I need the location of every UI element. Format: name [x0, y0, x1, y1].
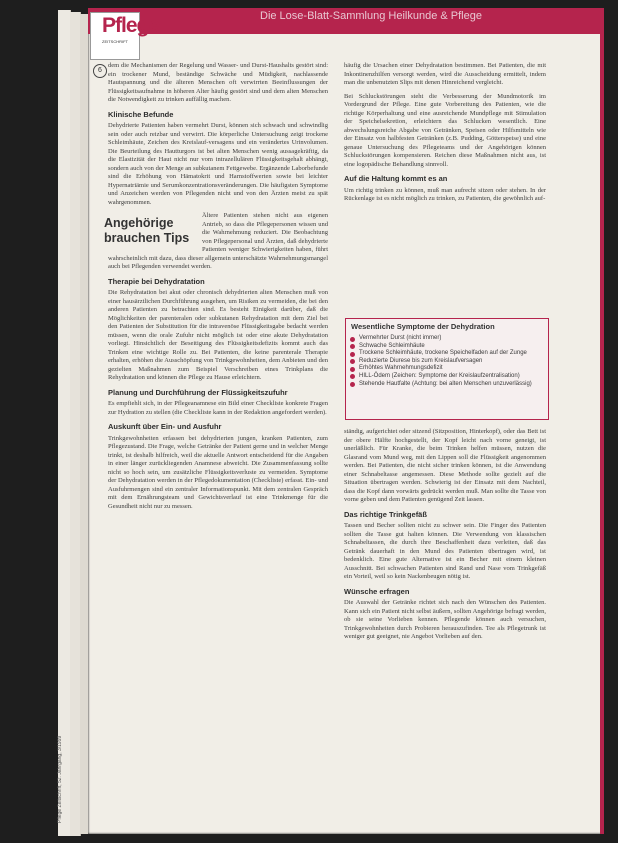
symptom-text: HILL-Ödem (Zeichen: Symptome der Kreislaufzentralisation)	[359, 372, 520, 379]
symptom-item	[350, 358, 544, 366]
paragraph: häufig die Ursachen einer Dehydratation bestimmen. Bei Patienten, die mit Inkontinenzhilfen versorgt werden, wird die Ausscheidung ermittelt, indem man die unbenutzten Slips mit denen Hinreichend vergleicht.	[344, 62, 546, 86]
section-heading: Auf die Haltung kommt es an	[344, 174, 448, 183]
bullet-icon	[350, 359, 355, 364]
paragraph: Bei Schluckstörungen steht die Verbesserung der Mundmotorik im Vordergrund der Pflege. Eine gute Vorbereitung des Patienten, wie die richtige Körperhaltung und eine ausreichende Mundpflege mit Stimulation der Speichelsekretion, erleichtern das Schlucken wesentlich. Eine abwechslungsreiche Abgabe von Getränken, Speisen oder Hilfsmitteln wie der Einsatz von halbfesten Getränken (z.B. Pudding, Götterspeise) und eine genaue Untersuchung des Pflegeteams und der Angehörigen können Schluckstörungen kompensieren. Reichen diese Maßnahmen nicht aus, ist eine logopädische Behandlung sinnvoll.	[344, 92, 546, 168]
bullet-icon	[350, 352, 355, 357]
symptom-box	[345, 318, 549, 420]
bullet-icon	[350, 382, 355, 387]
symptom-item	[350, 343, 544, 351]
vertical-citation	[57, 520, 70, 840]
symptom-text: Stehende Hautfalte (Achtung: bei alten Menschen unzuverlässig)	[359, 380, 532, 387]
section-heading: Wünsche erfragen	[344, 586, 410, 596]
symptom-item	[350, 373, 544, 381]
paragraph: Ältere Patienten stehen nicht aus eigenen Antrieb, so dass die Pflegepersonen wissen und die Wahrnehmung reduziert. Die Beobachtung von Pflegepersonal und Ärzten, daß dehydrierte Patienten weniger Schwierigkeiten haben, führt wahrscheinlich mit dazu, dass dieser allgemein unterschätzte Wahrnehmungsmangel auch bei Pflegenden verwendet werden.	[108, 212, 328, 270]
symptom-item	[350, 381, 544, 389]
paragraph: Es empfiehlt sich, in der Pflegeanamnese ein Bild einer Checkliste konkrete Fragen zur Hydration zu stellen (die Checkliste kann in der Redaktion angefordert werden).	[108, 400, 328, 416]
section-heading: Therapie bei Dehydratation	[108, 276, 205, 286]
paragraph: Die Rehydratation bei akut oder chronisch dehydrierten alten Menschen muß von einer hausärztlichen Durchführung ausgehen, um Risiken zu vermeiden, die bei den anderen Patienten zu betrachten sind. Es besteht Einigkeit darüber, daß die Möglichkeiten der parenteralen oder subkutanen Rehydratation mit dem Ziel bei den Patienten der Substitution für die intravenöse Flüssigkeitsgabe bedacht werden müssen, wenn die orale Zufuhr nicht möglich ist oder eine akute Dehydratation vorliegt. Hinsichtlich der Beseitigung des Flüssigkeitsdefizits kommt auch das Trinken eine wichtige Rolle zu. Bei Patienten, die keine parenterale Therapie erhalten, erhöhen die Ausschöpfung von Trinkgewohnheiten, dem Anbieten und den gezielten Maßnahmen zum Beispiel Verschreiben eines Trinkplans die Rehydratation und können die Pflege zu Hause erleichtern.	[108, 289, 328, 381]
bullet-icon	[350, 337, 355, 342]
symptom-item	[350, 335, 544, 343]
paragraph: Die Auswahl der Getränke richtet sich nach den Wünschen des Patienten. Kann sich ein Patient nicht selbst äußern, sollten Angehörige befragt werden, ob sie seine Vorlieben kennen. Pflegende können auch versuchen, Trinkgewohnheiten durch Probieren herauszufinden. Tee als Pflegetrunk ist weniger gut geeignet, nie Angebot Vorlieben auf den.	[344, 599, 546, 640]
right-column-top	[344, 62, 546, 209]
paragraph: Tassen und Becher sollten nicht zu schwer sein. Die Finger des Patienten sollten die Tasse gut halten können. Die Verwendung von klassischen Schnabeltassen, die durch ihre Beschaffenheit dazu verleiten, daß das Getränk dauerhaft in den Mund des Patienten übertragen wird, ist bedenklich. Eine gute Alternative ist ein Becher mit einem kleinen Ausschnitt. Bei schwachen Patienten sind Rand und Nase vom Trinkgefäß ein Vorteil, weil so kein Nackenbeugen nötig ist.	[344, 522, 546, 580]
page-edge	[80, 14, 88, 834]
page-marker: 6	[93, 64, 107, 78]
citation-text: Pflege Zeitschrift, 52. Jahrgang, 3/1999	[57, 735, 63, 823]
symptom-item	[350, 365, 544, 373]
symptom-text: Erhöhtes Wahrnehmungsdefizit	[359, 365, 443, 372]
section-heading: Klinische Befunde	[108, 109, 174, 119]
paragraph: ständig, aufgerichtet oder sitzend (Sitzposition, Hinterkopf), oder das Bett ist der obere Hälfte hochgestellt, der Kopf leicht nach vorne geneigt, ist unerläßlich. Für Kranke, die beim Trinken helfen müssen, nutzen die Glasrand vom Mund weg, mit den Lippen soll die Flüssigkeit angenommen werden. Bei Patienten, die nicht sicher trinken können, ist die Anwendung einer Schnabeltasse angemessen. Diese Methode sollte gezielt auf die Situation übertragen werden. Schwierig ist der Einsatz mit dem Nachteil, dass die Kopf dann vorwärts gedrückt werden muß. Man sollte die Tasse von vorne geben und dem Patienten genügend Zeit lassen.	[344, 428, 546, 503]
logo-sub-text: ZEITSCHRIFT	[102, 39, 128, 44]
bullet-icon	[350, 374, 355, 379]
symptom-item	[350, 350, 544, 358]
symptom-box-title: Wesentliche Symptome der Dehydration	[351, 322, 495, 331]
page-right-border	[600, 8, 604, 834]
symptom-text: Trockene Schleimhäute, trockene Speichelfaden auf der Zunge	[359, 350, 527, 357]
paragraph: dem die Mechanismen der Regelung und Wasser- und Durst-Haushalts gestört sind: ein trockener Mund, beständige Schwäche und Müdigkeit, nachlassende Hautspannung und die älteren Menschen oft verwirrten Beeinflussungen der Flüssigkeitsaufnahme in höheren Alter häufig gestört sind und dem alten Menschen die Notwendigkeit zu trinken auffällig machen.	[108, 62, 328, 103]
paragraph: Dehydrierte Patienten haben vermehrt Durst, können sich schwach und schwindlig sein oder auch reizbar und verwirrt. Die körperliche Untersuchung zeigt trockene Schleimhäute, Zeichen des Kreislauf-versagens und ein verändertes Urinvolumen. Die Beurteilung des Hautturgors ist bei alten Menschen wenig aussagekräftig, da die Elastizität der Haut nicht nur vom intrazellulären Flüssigkeitsgehalt abhängt, sondern auch von der Menge an subkutanem Fettgewebe. Ergänzende Laborbefunde sind die Erhöhung von Hämatokrit und Harnstoffwerten sowie bei leichter Hypernatriämie und Serumkonzentrationsveränderungen. Die häufigsten Symptome und Anzeichen werden von Pflegenden nicht und von den Ärzten meist zu spät wahrgenommen.	[108, 122, 328, 206]
symptom-list	[346, 335, 548, 388]
section-heading: Auskunft über Ein- und Ausfuhr	[108, 422, 222, 431]
paragraph: Um richtig trinken zu können, muß man aufrecht sitzen oder stehen. In der Rückenlage ist es nicht möglich zu trinken, zu Patienten, die gewöhnlich auf-	[344, 186, 546, 202]
bullet-icon	[350, 367, 355, 372]
symptom-text: Reduzierte Diurese bis zum Kreislaufversagen	[359, 357, 483, 364]
symptom-text: Schwache Schleimhäute	[359, 342, 425, 349]
pull-quote: Angehörige brauchen Tips	[104, 216, 190, 245]
section-heading: Planung und Durchführung der Flüssigkeitszufuhr	[108, 387, 288, 397]
left-column	[104, 62, 328, 516]
right-column-bottom	[344, 428, 546, 647]
header-rule	[88, 32, 604, 34]
paragraph: Trinkgewohnheiten erfassen bei dehydrierten jungen, kranken Patienten, zum Pflegezustand. Die Frage, welche Getränke der Patient gerne und in welcher Menge trinkt, ist deshalb hilfreich, weil die aktuelle Antwort entscheidend für die Angaben in einer länger zurückliegenden Anamnese abweicht. Die Zusammenfassung sollte nicht so hoch sein, um zusätzliche Flüssigkeitsverluste zu vermeiden. Symptome der Dehydratation werden in der Pflegedokumentation (Checkliste) erfasst. Ein- und Ausfuhrmengen sind ein zentraler Informationspunkt. Mit dem zentralen Gespräch mit dem Ernährungsteam und Gewichtsverlauf ist eine Trinkmenge für die Gesundheit nicht nur zu messen.	[108, 434, 328, 510]
bullet-icon	[350, 344, 355, 349]
logo-main-text: Pflege	[102, 14, 160, 37]
header-title: Die Lose-Blatt-Sammlung Heilkunde & Pflege	[260, 10, 482, 22]
section-heading: Das richtige Trinkgefäß	[344, 509, 427, 519]
symptom-text: Vermehrter Durst (nicht immer)	[359, 335, 442, 341]
